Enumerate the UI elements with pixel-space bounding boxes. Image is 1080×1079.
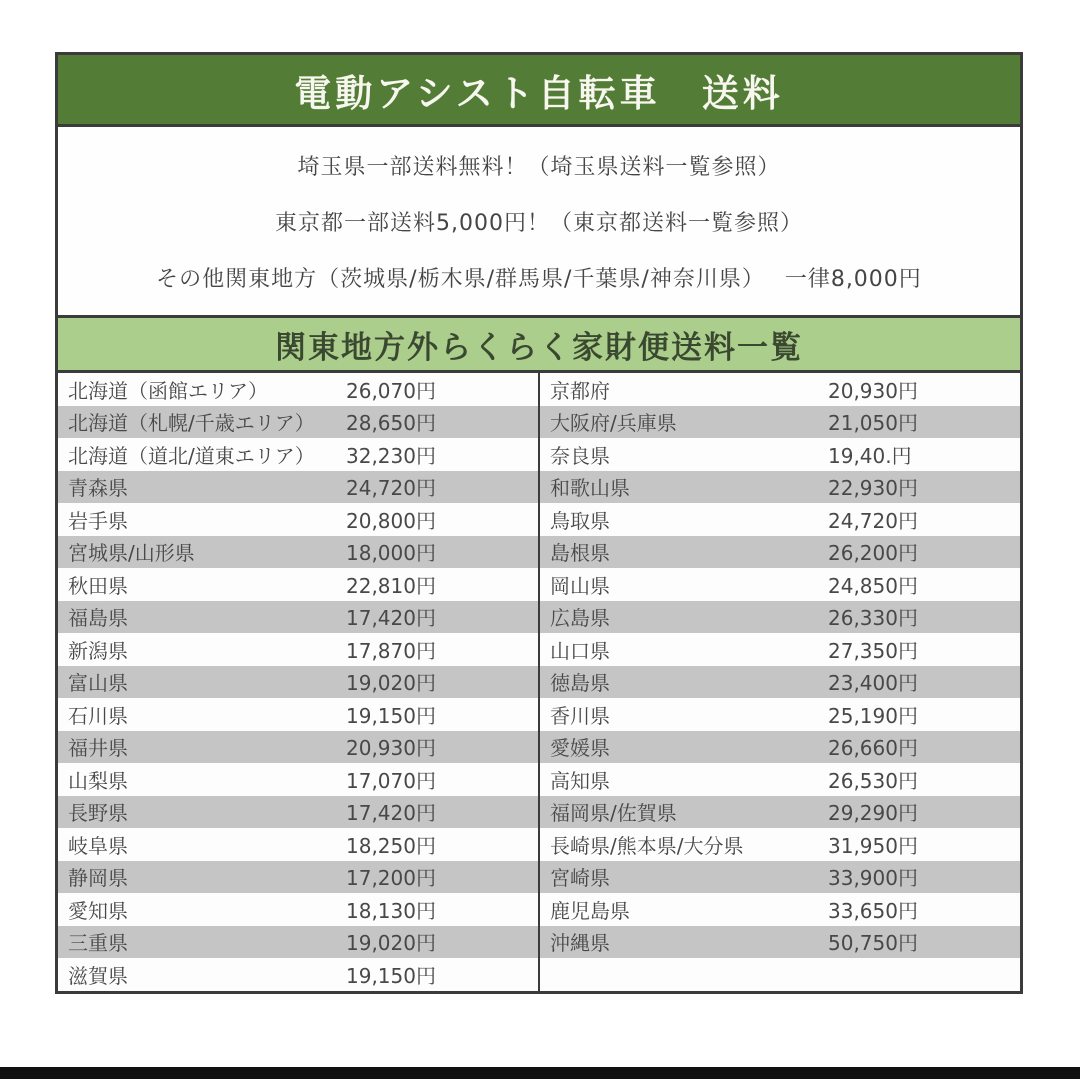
price-cell: 25,190円: [828, 703, 918, 728]
region-cell: 鳥取県: [550, 508, 610, 533]
note-tokyo: 東京都一部送料5,000円！（東京都送料一覧参照）: [275, 210, 803, 236]
region-cell: 岩手県: [68, 508, 128, 533]
price-cell: 17,070円: [346, 768, 436, 793]
price-cell: 33,650円: [828, 898, 918, 923]
table-row: [540, 503, 1020, 536]
table-row: [540, 666, 1020, 699]
table-row: [540, 926, 1020, 959]
price-cell: 31,950円: [828, 833, 918, 858]
region-cell: 北海道（札幌/千歳エリア）: [68, 411, 315, 436]
region-cell: 新潟県: [68, 638, 128, 663]
table-row: [540, 438, 1020, 471]
price-cell: 29,290円: [828, 801, 918, 826]
region-cell: 富山県: [68, 671, 128, 696]
region-cell: 沖縄県: [550, 931, 610, 956]
bottom-black-bar: [0, 1067, 1080, 1079]
price-cell: 28,650円: [346, 411, 436, 436]
price-cell: 24,850円: [828, 573, 918, 598]
price-cell: 50,750円: [828, 931, 918, 956]
price-cell: 24,720円: [346, 476, 436, 501]
table-row: [540, 406, 1020, 439]
fee-table-left-column: [58, 373, 540, 991]
table-row: [58, 438, 538, 471]
region-cell: 岐阜県: [68, 833, 128, 858]
region-cell: 秋田県: [68, 573, 128, 598]
region-cell: 滋賀県: [68, 963, 128, 988]
region-cell: 石川県: [68, 703, 128, 728]
region-cell: 和歌山県: [550, 476, 630, 501]
price-cell: 26,330円: [828, 606, 918, 631]
fee-table: [58, 373, 1020, 991]
price-cell: 23,400円: [828, 671, 918, 696]
price-cell: 18,130円: [346, 898, 436, 923]
region-cell: 長野県: [68, 801, 128, 826]
price-cell: 17,420円: [346, 801, 436, 826]
price-cell: 20,800円: [346, 508, 436, 533]
price-cell: 20,930円: [828, 378, 918, 403]
region-cell: 徳島県: [550, 671, 610, 696]
region-cell: 高知県: [550, 768, 610, 793]
table-row: [58, 666, 538, 699]
price-cell: 24,720円: [828, 508, 918, 533]
price-cell: 26,070円: [346, 378, 436, 403]
price-cell: 26,530円: [828, 768, 918, 793]
table-row: [540, 698, 1020, 731]
shipping-notes: [58, 127, 1020, 315]
region-cell: 広島県: [550, 606, 610, 631]
table-row: [58, 796, 538, 829]
region-cell: 香川県: [550, 703, 610, 728]
price-cell: 26,200円: [828, 541, 918, 566]
region-cell: 山梨県: [68, 768, 128, 793]
shipping-notice-frame: [55, 52, 1023, 994]
fee-table-right-column: [540, 373, 1020, 991]
region-cell: 京都府: [550, 378, 610, 403]
title-bar: [58, 55, 1020, 127]
table-row: [58, 861, 538, 894]
price-cell: 17,420円: [346, 606, 436, 631]
table-row: [540, 536, 1020, 569]
region-cell: 青森県: [68, 476, 128, 501]
table-row: [540, 861, 1020, 894]
table-row: [540, 373, 1020, 406]
region-cell: 愛知県: [68, 898, 128, 923]
price-cell: 19,150円: [346, 703, 436, 728]
price-cell: 26,660円: [828, 736, 918, 761]
table-row: [58, 503, 538, 536]
page-title: 電動アシスト自転車 送料: [294, 71, 784, 115]
table-row: [540, 471, 1020, 504]
table-row: [540, 893, 1020, 926]
region-cell: 奈良県: [550, 443, 610, 468]
subheader-bar: [58, 315, 1020, 373]
price-cell: 18,000円: [346, 541, 436, 566]
table-row: [58, 633, 538, 666]
table-row: [540, 731, 1020, 764]
region-cell: 北海道（道北/道東エリア）: [68, 443, 315, 468]
table-row: [58, 536, 538, 569]
region-cell: 福岡県/佐賀県: [550, 801, 677, 826]
price-cell: 33,900円: [828, 866, 918, 891]
region-cell: 大阪府/兵庫県: [550, 411, 677, 436]
region-cell: 福島県: [68, 606, 128, 631]
table-row: [58, 731, 538, 764]
price-cell: 27,350円: [828, 638, 918, 663]
table-row: [540, 828, 1020, 861]
note-other-kanto: その他関東地方（茨城県/栃木県/群馬県/千葉県/神奈川県） 一律8,000円: [156, 266, 922, 292]
region-cell: 福井県: [68, 736, 128, 761]
subheader-title: 関東地方外らくらく家財便送料一覧: [275, 329, 803, 366]
table-row: [540, 796, 1020, 829]
price-cell: 32,230円: [346, 443, 436, 468]
region-cell: 静岡県: [68, 866, 128, 891]
price-cell: 19,150円: [346, 963, 436, 988]
price-cell: 17,870円: [346, 638, 436, 663]
table-row: [540, 568, 1020, 601]
table-row: [58, 373, 538, 406]
region-cell: 三重県: [68, 931, 128, 956]
table-row: [58, 893, 538, 926]
price-cell: 21,050円: [828, 411, 918, 436]
table-row: [540, 958, 1020, 991]
table-row: [540, 633, 1020, 666]
table-row: [540, 763, 1020, 796]
table-row: [58, 926, 538, 959]
price-cell: 19,40.円: [828, 443, 912, 468]
region-cell: 山口県: [550, 638, 610, 663]
table-row: [540, 601, 1020, 634]
price-cell: 20,930円: [346, 736, 436, 761]
region-cell: 島根県: [550, 541, 610, 566]
table-row: [58, 698, 538, 731]
table-row: [58, 958, 538, 991]
table-row: [58, 763, 538, 796]
region-cell: 岡山県: [550, 573, 610, 598]
price-cell: 19,020円: [346, 931, 436, 956]
table-row: [58, 568, 538, 601]
price-cell: 22,810円: [346, 573, 436, 598]
region-cell: 宮城県/山形県: [68, 541, 195, 566]
region-cell: 北海道（函館エリア）: [68, 378, 268, 403]
region-cell: 長崎県/熊本県/大分県: [550, 833, 744, 858]
note-saitama: 埼玉県一部送料無料！（埼玉県送料一覧参照）: [297, 154, 781, 180]
price-cell: 19,020円: [346, 671, 436, 696]
region-cell: 鹿児島県: [550, 898, 630, 923]
region-cell: 宮崎県: [550, 866, 610, 891]
table-row: [58, 601, 538, 634]
region-cell: 愛媛県: [550, 736, 610, 761]
table-row: [58, 471, 538, 504]
price-cell: 22,930円: [828, 476, 918, 501]
table-row: [58, 828, 538, 861]
table-row: [58, 406, 538, 439]
price-cell: 17,200円: [346, 866, 436, 891]
price-cell: 18,250円: [346, 833, 436, 858]
